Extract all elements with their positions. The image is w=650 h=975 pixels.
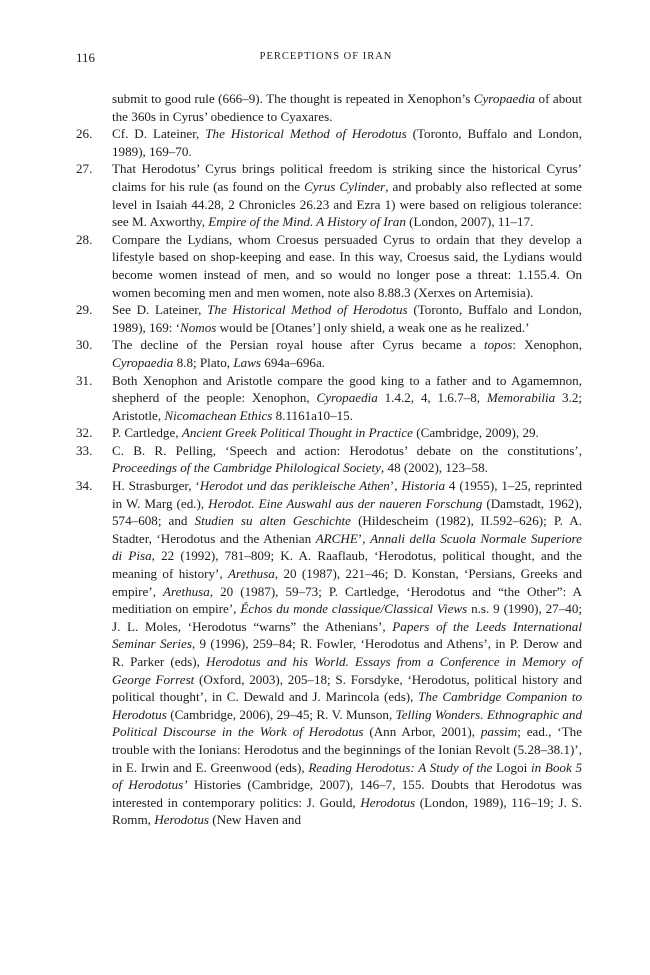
endnote-number: 29. [76,302,93,318]
endnote [76,301,582,336]
endnote [76,336,582,371]
italic-title: Cyropaedia [112,354,174,370]
endnote-text [112,125,582,160]
text-run: 8.1161a10–15. [272,407,353,423]
endnote-number: 26. [76,126,93,142]
text-run: (London, 1989), 116–19; J. S. Romm, [112,794,582,828]
endnote-text [112,301,582,336]
italic-title: Arethusa [163,583,210,599]
running-head: PERCEPTIONS OF IRAN [259,51,393,62]
text-run: submit to good rule (666–9). The thought is repeated in Xenophon’s [112,91,474,106]
endnote [76,231,582,301]
italic-title: Nomos [180,319,217,335]
text-run: C. B. R. Pelling, ‘Speech and action: Herodotus’ debate on the constitutions’, [112,442,582,458]
text-run: Logoi [492,759,531,775]
text-run: (Cambridge, 2006), 29–45; R. V. Munson, [166,706,396,722]
text-run: , 9 (1996), 259–84; R. Fowler, ‘Herodotus and Athens’, in P. Derow and R. Parker (eds), [112,636,582,669]
italic-title: Cyropaedia [473,91,536,106]
italic-title: Herodotus [360,794,416,810]
italic-title: Ancient Greek Political Thought in Practice [181,425,413,441]
italic-title: Empire of the Mind. A History of Iran [208,214,406,230]
italic-title: Herodotus and his World. Essays from a Conference in Memory of George Forrest [112,654,582,687]
endnote-text [112,90,582,125]
endnote-number: 28. [76,231,93,247]
text-run: (Damstadt, 1962), 574–608; and [112,495,582,529]
italic-title: Échos du monde classique/Classical Views [240,601,468,617]
italic-title: The Cambridge Companion to Herodotus [112,689,583,722]
italic-title: Laws [233,354,262,370]
text-run: n.s. 9 (1990), 27–40; J. L. Moles, ‘Herodotus “warns” the Athenians’, [112,601,582,634]
text-run: (Toronto, Buffalo and London, 1989), 169–70. [112,126,582,159]
endnote-text [112,372,582,425]
endnote-text [112,336,582,371]
italic-title: Herodotus [154,812,210,828]
text-run: ; ead., ‘The trouble with the Ionians: Herodotus and the beginnings of the Ionian Revolt (5.28–38.1)’, in E. Irwin and E. Greenwood (eds), [112,724,583,775]
endnote-number: 33. [76,442,93,458]
endnote-text [112,160,582,230]
text-run: 8.8; Plato, [173,354,234,370]
endnote [76,442,582,477]
italic-title: ARCHE [315,530,358,546]
text-run: Both Xenophon and Aristotle compare the good king to a father and to Agamemnon, shepherd of the people: Xenophon, [112,372,582,406]
text-run: , and probably also reflected at some level in Isaiah 44.28, 2 Chronicles 26.23 and Ezra 1) were based on religious tolerance: see M. Axworthy, [112,178,582,230]
text-run: Histories (Cambridge, 2007), 146–7, 155. Doubts that Herodotus was interested in contemporary politics: J. Gould, [112,777,582,810]
italic-title: Herodot. Eine Auswahl aus der naueren Forschung [208,495,483,511]
text-run: 1.4.2, 4, 1.6.7–8, [377,390,487,406]
text-run: P. Cartledge, [112,425,182,441]
text-run: That Herodotus’ Cyrus brings political freedom is striking since the historical Cyrus’ claims for his rule (as found on the [112,161,582,194]
text-run: 4 (1955), 1–25, reprinted in W. Marg (ed.), [112,478,583,511]
text-run: ’, [357,530,371,546]
text-run: (New Haven and [209,812,301,828]
endnote [76,372,582,425]
italic-title: Herodot und das perikleische Athen [199,478,390,494]
endnote [76,125,582,160]
endnote [76,160,582,230]
text-run: (Oxford, 2003), 205–18; S. Forsdyke, ‘Herodotus, political history and political thought’, in C. Dewald and J. Marincola (eds), [112,671,582,705]
text-run: The decline of the Persian royal house after Cyrus became a [112,337,484,353]
endnote-text [112,477,582,829]
italic-title: Studien su alten Geschichte [194,513,351,529]
endnote-number: 32. [76,425,93,441]
text-run: , 20 (1987), 221–46; D. Konstan, ‘Persians, Greeks and empire’, [112,566,582,599]
italic-title: Arethusa [228,566,275,582]
italic-title: Cyrus Cylinder [304,178,386,194]
endnote [76,424,582,442]
italic-title: Proceedings of the Cambridge Philological Society [112,460,381,476]
endnote [76,90,582,125]
italic-title: Memorabilia [486,390,556,406]
endnote-text [112,231,582,301]
text-run: (Ann Arbor, 2001), [363,724,481,740]
text-run: : Xenophon, [512,337,583,353]
italic-title: Cyropaedia [316,390,378,406]
endnote-number: 34. [76,478,93,494]
text-run: 694a–696a. [261,354,326,370]
text-run: , 20 (1987), 59–73; P. Cartledge, ‘Herodotus and “the Other”: A meditiation on empire’, [112,583,582,617]
italic-title: Annali della Scuola Normale Superiore di Pisa [112,530,582,564]
italic-title: in Book 5 of Herodotus’ [112,759,582,793]
text-run: would be [Otanes’] only shield, a weak one as he realized.’ [216,319,530,335]
italic-title: Telling Wonders. Ethnographic and Political Discourse in the Work of Herodotus [112,706,582,740]
text-run: ’, [389,478,402,494]
endnote-number: 31. [76,372,93,388]
text-run: (Hildescheim (1982), II.592–626); P. A. Stadter, ‘Herodotus and the Athenian [112,513,582,546]
page-number: 116 [76,50,96,65]
page-header [76,50,576,70]
endnote-text [112,442,582,477]
italic-title: The Historical Method of Herodotus [207,302,408,318]
italic-title: Historia [401,478,446,494]
text-run: 3.2; Aristotle, [112,390,582,423]
italic-title: topos [484,337,513,353]
italic-title: Reading Herodotus: A Study of the [308,759,493,775]
italic-title: Papers of the Leeds International Seminar Series [112,618,582,652]
text-run: (Cambridge, 2009), 29. [412,425,539,441]
endnote-number: 30. [76,337,93,353]
text-run: Cf. D. Lateiner, [112,126,206,142]
text-run: of about the 360s in Cyrus’ obedience to Cyaxares. [112,91,582,124]
endnote-number: 27. [76,161,93,177]
endnotes-list [76,90,582,829]
text-run: (London, 2007), 11–17. [405,214,534,230]
text-run: H. Strasburger, ‘ [112,478,200,494]
italic-title: passim [480,724,518,740]
endnote [76,477,582,829]
italic-title: Nicomachean Ethics [164,407,273,423]
text-run: Compare the Lydians, whom Croesus persuaded Cyrus to ordain that they develop a lifestyle based on shop-keeping and ease. In this way, Croesus said, the Lydians would become women instead of men, and so would no longer pose a threat: 1.155.4. On women becoming men and men women, note also 8.88.3 (Xerxes on Artemisia). [112,231,582,300]
text-run: , 22 (1992), 781–809; K. A. Raaflaub, ‘Herodotus, political thought, and the meaning of history’, [112,548,582,582]
endnote-text [112,424,582,442]
text-run: See D. Lateiner, [112,302,208,318]
text-run: , 48 (2002), 123–58. [380,460,488,476]
italic-title: The Historical Method of Herodotus [205,126,407,142]
text-run: (Toronto, Buffalo and London, 1989), 169: ‘ [112,302,583,335]
